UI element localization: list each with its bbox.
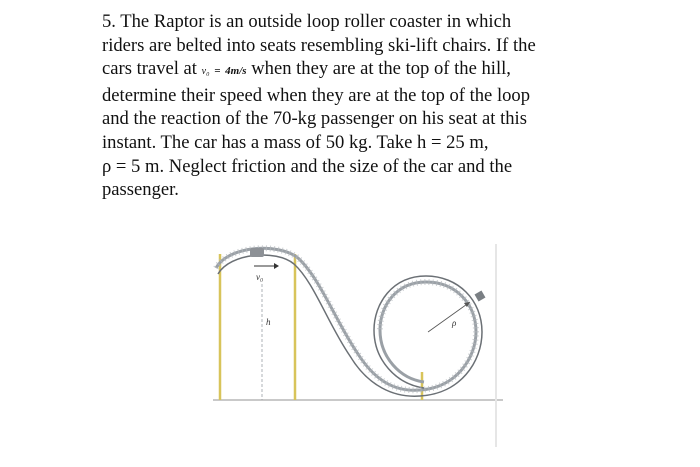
coaster-car	[250, 248, 264, 257]
height-label: h	[266, 317, 271, 327]
problem-line-4: determine their speed when they are at the top of the loop	[102, 84, 531, 106]
v0-value: 4m/s	[225, 65, 247, 78]
problem-line-6: instant. The car has a mass of 50 kg. Take h = 25 m,	[102, 131, 489, 153]
hill-track-outer	[216, 248, 476, 390]
problem-line-2: riders are belted into seats resembling ski-lift chairs. If the	[102, 34, 536, 56]
roller-coaster-figure	[208, 232, 508, 447]
problem-line-7: ρ = 5 m. Neglect friction and the size of the car and the	[102, 155, 513, 177]
v0-arrowhead	[274, 263, 279, 269]
track-ties	[216, 248, 476, 390]
loop-car	[475, 291, 486, 302]
equals-sign: =	[214, 65, 221, 78]
rho-label: ρ	[452, 318, 457, 328]
problem-statement	[102, 10, 602, 202]
problem-line-3	[102, 57, 602, 84]
problem-line-8: passenger.	[102, 179, 179, 201]
radius-line	[428, 302, 470, 332]
roller-coaster-diagram	[208, 232, 508, 447]
problem-line-3-start: cars travel at	[102, 58, 197, 80]
v0-symbol: v₀	[201, 66, 210, 78]
problem-line-1: 5. The Raptor is an outside loop roller coaster in which	[102, 11, 512, 32]
v0-label: v₀	[256, 272, 264, 282]
problem-line-3-end: when they are at the top of the hill,	[251, 58, 511, 80]
problem-line-5: and the reaction of the 70-kg passenger on his seat at this	[102, 108, 527, 130]
